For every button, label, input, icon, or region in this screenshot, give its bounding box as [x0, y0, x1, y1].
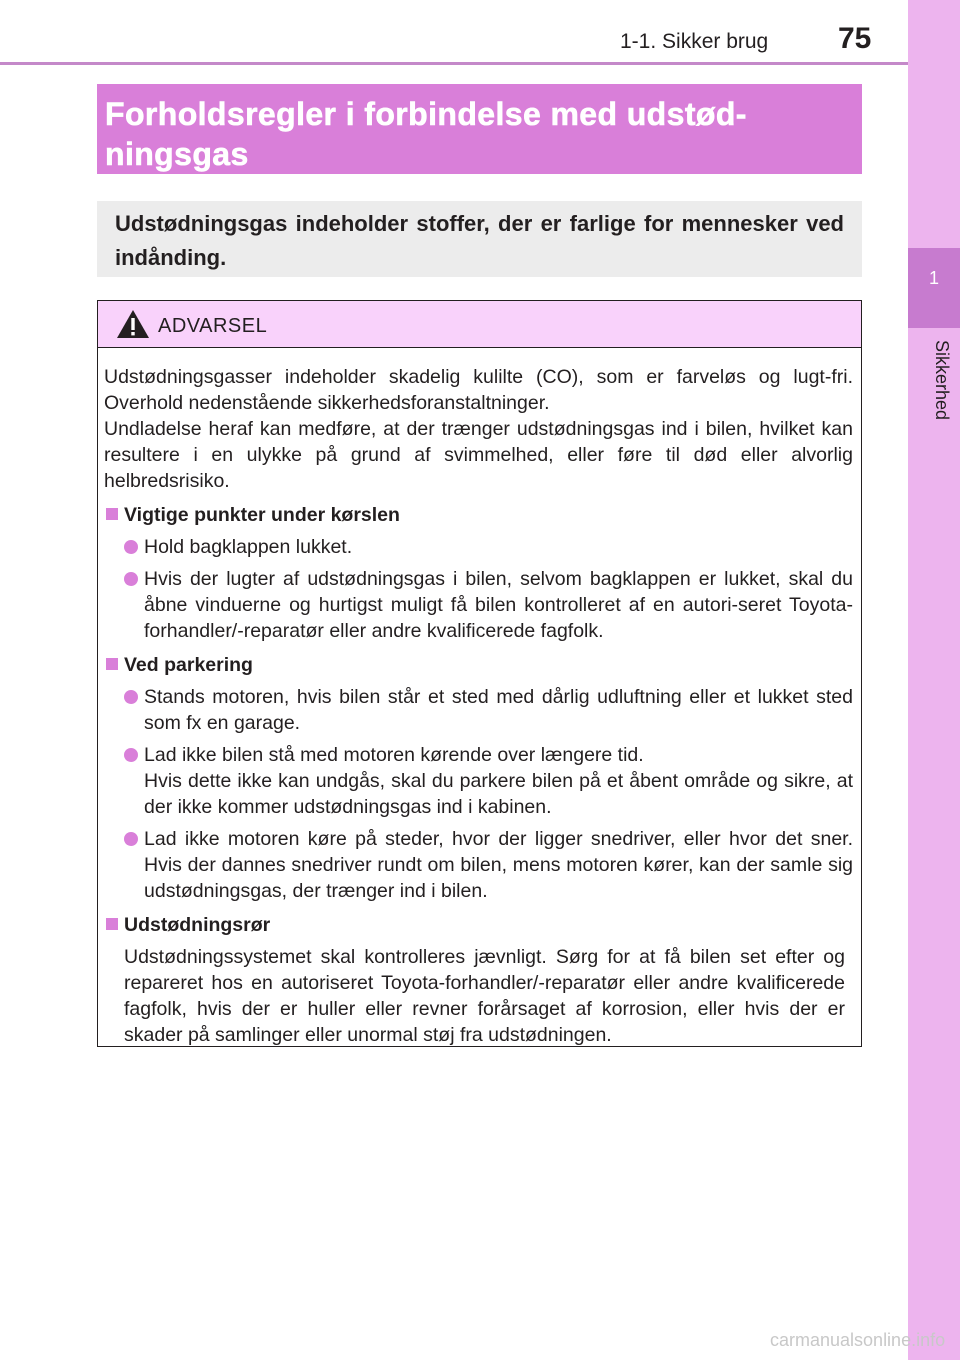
list-item	[104, 566, 853, 644]
section-heading-driving	[104, 502, 853, 528]
list-item	[104, 534, 853, 560]
round-bullet-icon	[124, 690, 138, 704]
list-item-text: Hvis der lugter af udstødningsgas i bilen, selvom bagklappen er lukket, skal du åbne vinduerne og hurtigst muligt få bilen kontrolleret af en autori-seret Toyota-forhandler/-reparatør eller andre kvalificerede fagfolk.	[144, 568, 853, 642]
page-title	[97, 84, 862, 174]
intro-summary-text: Udstødningsgas indeholder stoffer, der er farlige for mennesker ved indånding.	[115, 211, 844, 270]
chapter-name: Sikkerhed	[932, 340, 952, 421]
chapter-side-tab	[908, 0, 960, 1360]
warning-body	[98, 348, 861, 1048]
list-item-text: Stands motoren, hvis bilen står et sted med dårlig udluftning eller et lukket sted som fx en garage.	[144, 686, 853, 734]
warning-intro-paragraph-2: Undladelse heraf kan medføre, at der trænger udstødningsgas ind i bilen, hvilket kan resultere i en ulykke på grund af svimmelhed, eller føre til død eller alvorlig helbredsrisiko.	[104, 418, 853, 492]
round-bullet-icon	[124, 748, 138, 762]
page-title-line-1: Forholdsregler i forbindelse med udstød-	[105, 96, 747, 132]
warning-triangle-icon	[116, 309, 150, 344]
page-title-line-2: ningsgas	[105, 136, 249, 172]
square-bullet-icon	[106, 508, 118, 520]
round-bullet-icon	[124, 832, 138, 846]
intro-summary-box	[97, 201, 862, 277]
list-item-text: Lad ikke motoren køre på steder, hvor der ligger snedriver, eller hvor det sner. Hvis der dannes snedriver rundt om bilen, mens motoren kører, kan der samle sig udstødningsgas, der trænger ind i bilen.	[144, 828, 853, 902]
watermark: carmanualsonline.info	[770, 1330, 946, 1350]
warning-box	[97, 300, 862, 1047]
warning-label: ADVARSEL	[158, 315, 268, 337]
page-number: 75	[838, 22, 872, 55]
square-bullet-icon	[106, 658, 118, 670]
section-heading-exhaust-pipe	[104, 912, 853, 938]
square-bullet-icon	[106, 918, 118, 930]
chapter-number: 1	[928, 268, 939, 288]
list-item	[104, 826, 853, 904]
warning-intro-paragraph-1: Udstødningsgasser indeholder skadelig kulilte (CO), som er farveløs og lugt-fri. Overhold nedenstående sikkerhedsforanstaltninger.	[104, 366, 853, 414]
section-paragraph: Udstødningssystemet skal kontrolleres jævnligt. Sørg for at få bilen set efter og repareret hos en autoriseret Toyota-forhandler/-reparatør eller andre kvalificerede fagfolk, hvis der er huller eller revner forårsaget af korrosion, eller hvis der er skader på samlinger eller unormal støj fra udstødningen.	[124, 946, 845, 1046]
section-heading-text: Ved parkering	[124, 654, 253, 676]
section-heading-parking	[104, 652, 853, 678]
header-divider	[0, 62, 908, 65]
warning-header	[98, 301, 861, 348]
section-label: 1-1. Sikker brug	[620, 30, 769, 53]
section-heading-text: Udstødningsrør	[124, 914, 271, 936]
list-item	[104, 684, 853, 736]
section-heading-text: Vigtige punkter under kørslen	[124, 504, 400, 526]
round-bullet-icon	[124, 540, 138, 554]
list-item-continuation: Hvis dette ikke kan undgås, skal du parkere bilen på et åbent område og sikre, at der ikke kommer udstødningsgas ind i kabinen.	[144, 770, 853, 818]
round-bullet-icon	[124, 572, 138, 586]
list-item-text: Lad ikke bilen stå med motoren kørende over længere tid.	[144, 744, 644, 766]
list-item-text: Hold bagklappen lukket.	[144, 536, 353, 558]
list-item	[104, 742, 853, 820]
